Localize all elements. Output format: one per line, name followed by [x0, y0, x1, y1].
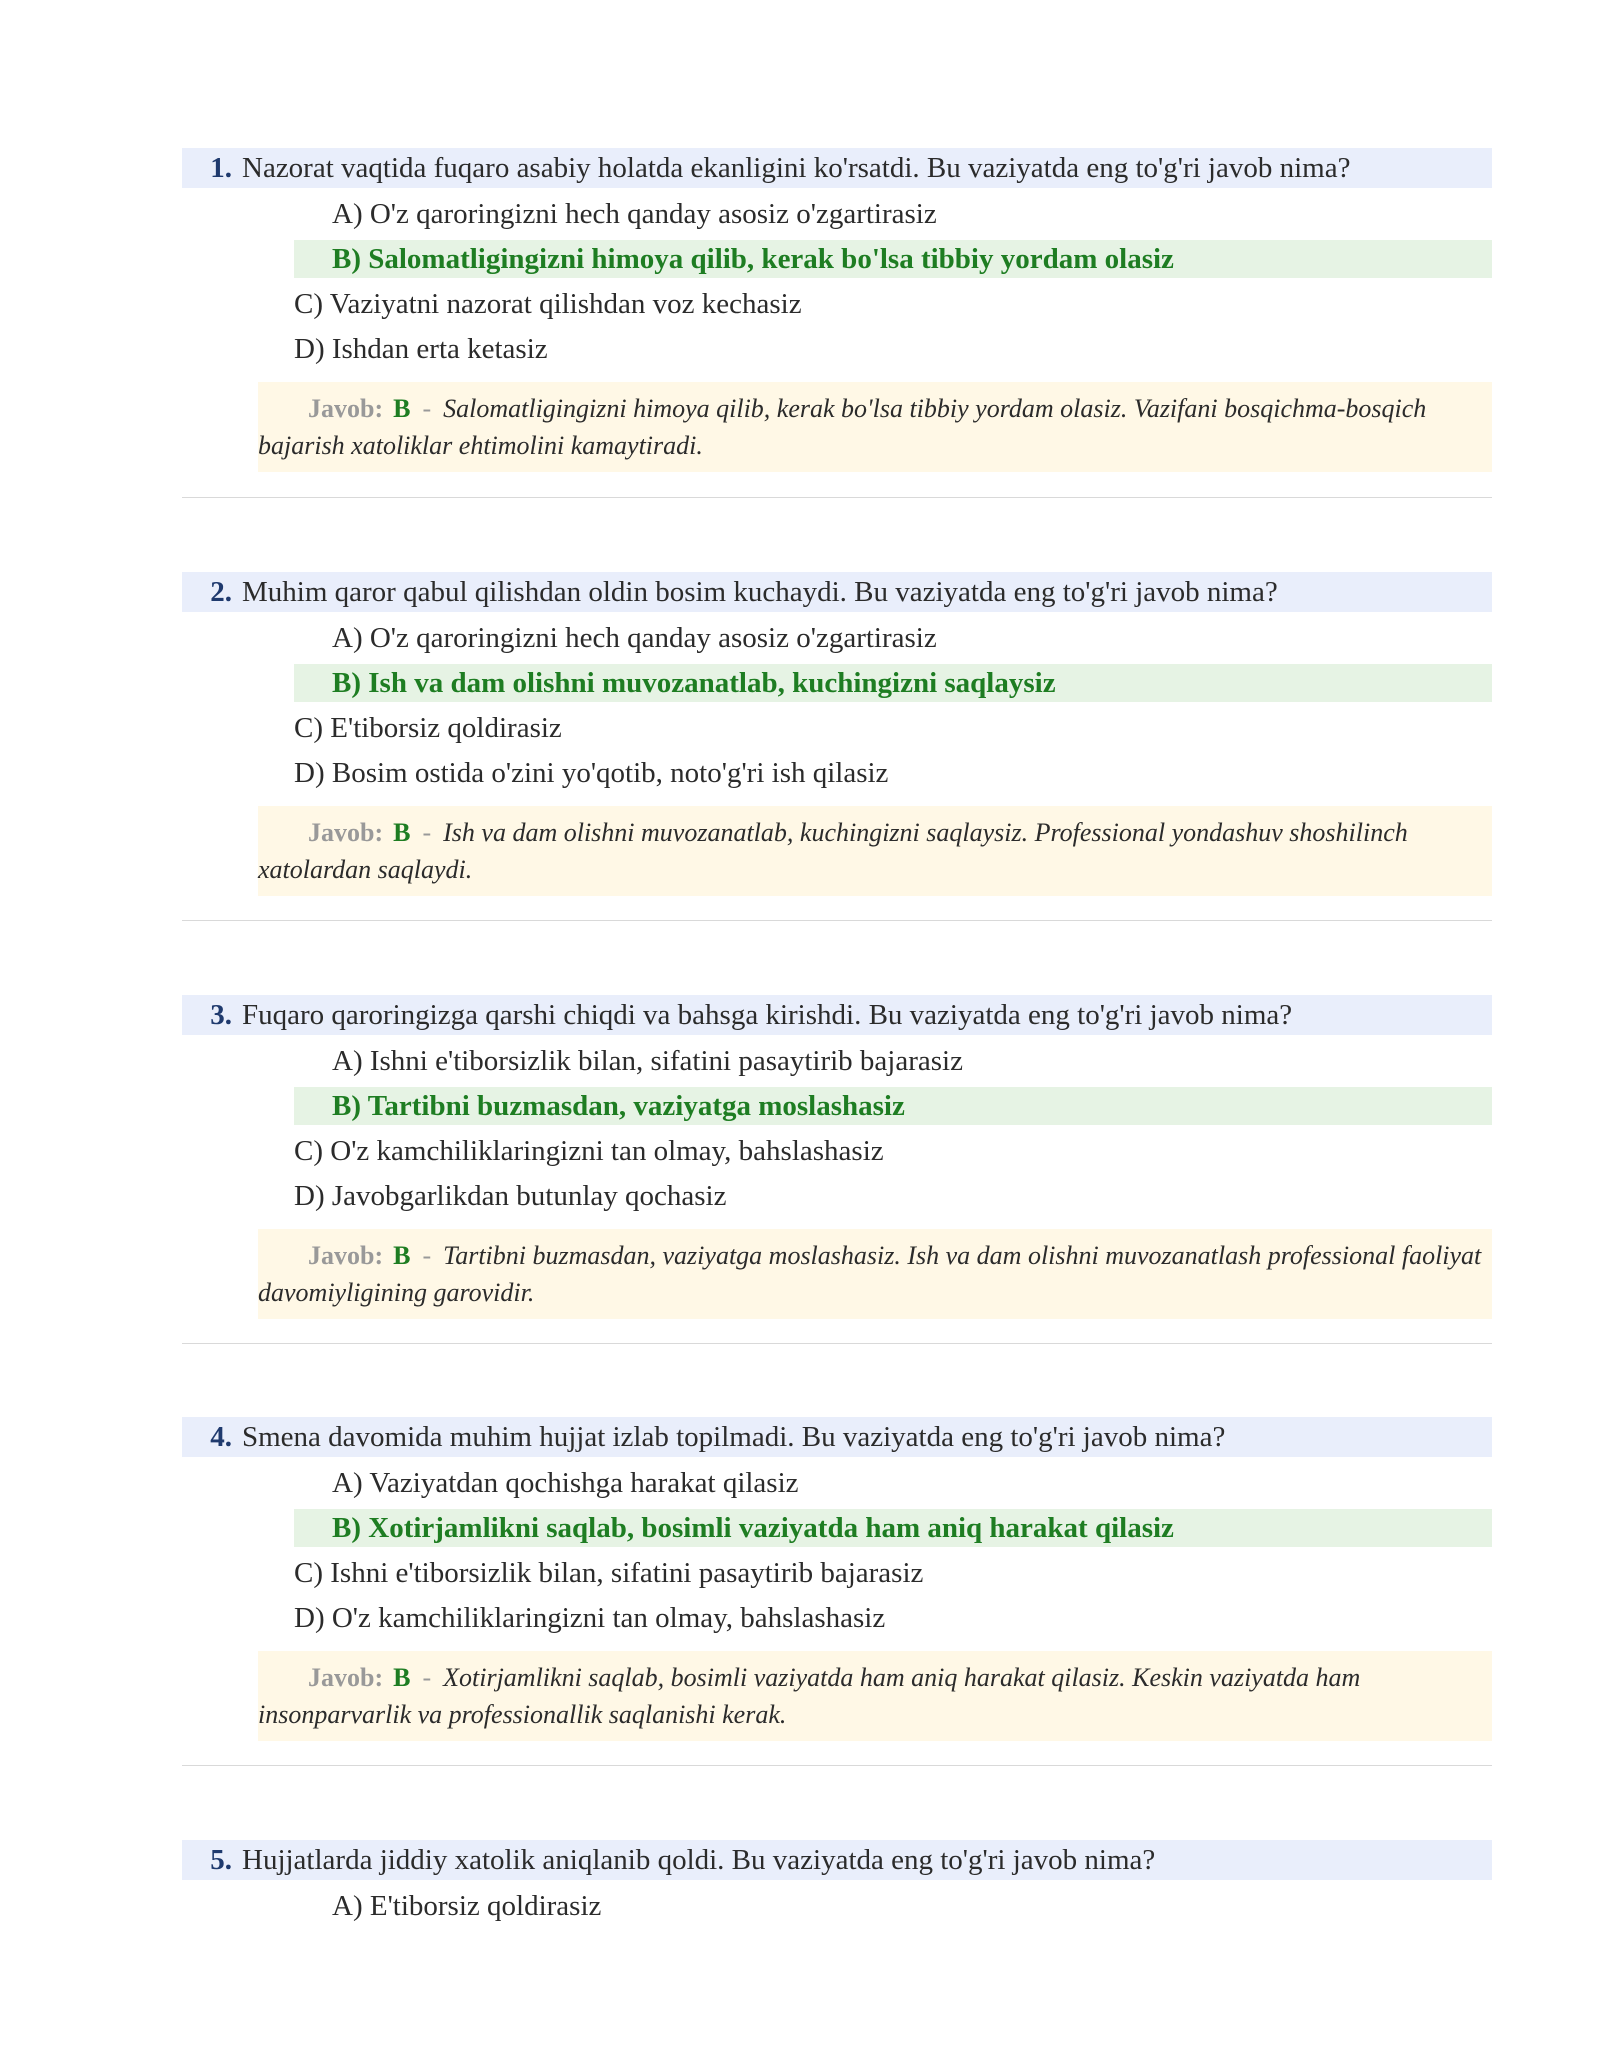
option-item: D) Javobgarlikdan butunlay qochasiz	[294, 1180, 727, 1212]
question-block	[182, 995, 1492, 1319]
answer-text: Salomatligingizni himoya qilib, kerak bo'lsa tibbiy yordam olasiz. Vazifani bosqichma-bosqich bajarish xatoliklar ehtimolini kamaytiradi.	[258, 394, 1427, 460]
question-number: 5.	[210, 1843, 232, 1876]
answer-text: Xotirjamlikni saqlab, bosimli vaziyatda ham aniq harakat qilasiz. Keskin vaziyatda ham insonparvarlik va professionallik saqlanishi kerak.	[258, 1663, 1361, 1729]
answer-letter: B	[393, 818, 411, 847]
question-header	[182, 572, 1492, 612]
question-number: 3.	[210, 998, 232, 1031]
option-item: A) O'z qaroringizni hech qanday asosiz o'zgartirasiz	[332, 622, 937, 654]
options-list	[182, 1039, 1492, 1219]
section-divider	[182, 1765, 1492, 1766]
question-text: Smena davomida muhim hujjat izlab topilmadi. Bu vaziyatda eng to'g'ri javob nima?	[242, 1420, 1226, 1453]
answer-label: Javob:	[308, 394, 384, 423]
option-item: C) Vaziyatni nazorat qilishdan voz kechasiz	[294, 288, 802, 320]
options-list	[182, 1884, 1492, 1929]
question-header	[182, 1417, 1492, 1457]
answer-label: Javob:	[308, 818, 384, 847]
question-block	[182, 572, 1492, 896]
question-number: 1.	[210, 151, 232, 184]
question-text: Muhim qaror qabul qilishdan oldin bosim kuchaydi. Bu vaziyatda eng to'g'ri javob nima?	[242, 575, 1278, 608]
answer-text: Tartibni buzmasdan, vaziyatga moslashasiz. Ish va dam olishni muvozanatlash professional faoliyat davomiyligining garovidir.	[258, 1241, 1482, 1307]
option-item: A) E'tiborsiz qoldirasiz	[332, 1890, 602, 1922]
question-block	[182, 148, 1492, 472]
option-item: C) E'tiborsiz qoldirasiz	[294, 712, 562, 744]
section-divider	[182, 497, 1492, 498]
option-correct: B) Ish va dam olishni muvozanatlab, kuchingizni saqlaysiz	[294, 664, 1492, 702]
answer-dash: -	[422, 818, 432, 847]
option-item: D) Bosim ostida o'zini yo'qotib, noto'g'ri ish qilasiz	[294, 757, 889, 789]
section-divider	[182, 1343, 1492, 1344]
option-item: C) O'z kamchiliklaringizni tan olmay, bahslashasiz	[294, 1135, 884, 1167]
answer-text: Ish va dam olishni muvozanatlab, kuchingizni saqlaysiz. Professional yondashuv shoshilinch xatolardan saqlaydi.	[258, 818, 1408, 884]
answer-letter: B	[393, 394, 411, 423]
option-correct: B) Tartibni buzmasdan, vaziyatga moslashasiz	[294, 1087, 1492, 1125]
option-item: C) Ishni e'tiborsizlik bilan, sifatini pasaytirib bajarasiz	[294, 1557, 924, 1589]
options-list	[182, 616, 1492, 796]
answer-dash: -	[422, 1241, 432, 1270]
answer-label: Javob:	[308, 1241, 384, 1270]
question-header	[182, 1840, 1492, 1880]
question-text: Fuqaro qaroringizga qarshi chiqdi va bahsga kirishdi. Bu vaziyatda eng to'g'ri javob nima?	[242, 998, 1293, 1031]
option-item: A) Vaziyatdan qochishga harakat qilasiz	[332, 1467, 799, 1499]
answer-letter: B	[393, 1663, 411, 1692]
question-header	[182, 148, 1492, 188]
option-correct: B) Xotirjamlikni saqlab, bosimli vaziyatda ham aniq harakat qilasiz	[294, 1509, 1492, 1547]
answer-explanation	[258, 382, 1492, 472]
section-divider	[182, 920, 1492, 921]
question-block	[182, 1840, 1492, 1929]
question-block	[182, 1417, 1492, 1741]
options-list	[182, 1461, 1492, 1641]
answer-dash: -	[422, 1663, 432, 1692]
option-correct: B) Salomatligingizni himoya qilib, kerak bo'lsa tibbiy yordam olasiz	[294, 240, 1492, 278]
options-list	[182, 192, 1492, 372]
option-item: A) O'z qaroringizni hech qanday asosiz o'zgartirasiz	[332, 198, 937, 230]
question-text: Hujjatlarda jiddiy xatolik aniqlanib qoldi. Bu vaziyatda eng to'g'ri javob nima?	[242, 1843, 1156, 1876]
question-header	[182, 995, 1492, 1035]
answer-explanation	[258, 1651, 1492, 1741]
question-number: 4.	[210, 1420, 232, 1453]
option-item: D) Ishdan erta ketasiz	[294, 333, 548, 365]
question-text: Nazorat vaqtida fuqaro asabiy holatda ekanligini ko'rsatdi. Bu vaziyatda eng to'g'ri javob nima?	[242, 151, 1351, 184]
question-number: 2.	[210, 575, 232, 608]
option-item: A) Ishni e'tiborsizlik bilan, sifatini pasaytirib bajarasiz	[332, 1045, 963, 1077]
answer-explanation	[258, 1229, 1492, 1319]
answer-explanation	[258, 806, 1492, 896]
answer-dash: -	[422, 394, 432, 423]
option-item: D) O'z kamchiliklaringizni tan olmay, bahslashasiz	[294, 1602, 886, 1634]
answer-label: Javob:	[308, 1663, 384, 1692]
answer-letter: B	[393, 1241, 411, 1270]
